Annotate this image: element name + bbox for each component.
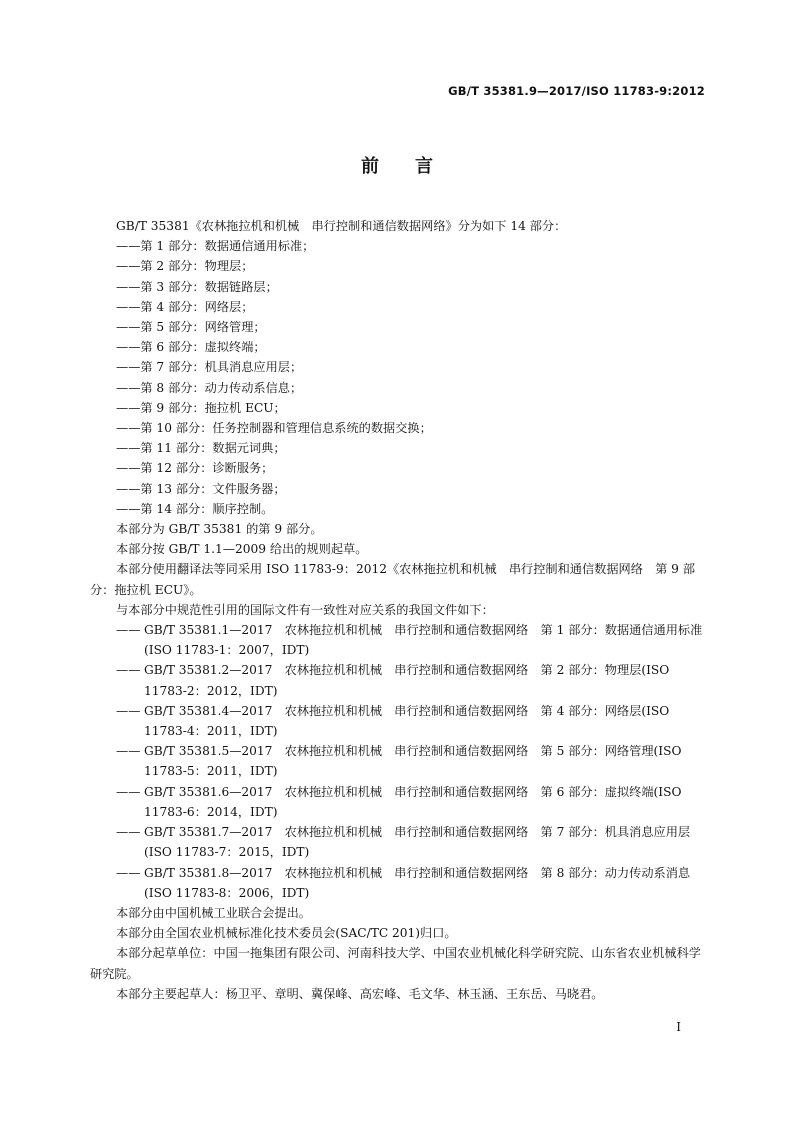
reference-list	[90, 620, 706, 903]
list-item: ——第 9 部分：拖拉机 ECU；	[116, 400, 286, 415]
list-item: ——第 13 部分：文件服务器；	[116, 481, 286, 496]
list-item: ——第 2 部分：物理层；	[116, 259, 254, 274]
intro-paragraph: GB/T 35381《农林拖拉机和机械 串行控制和通信数据网络》分为如下 14 部分：	[116, 219, 567, 233]
reference-text: GB/T 35381.1—2017 农林拖拉机和机械 串行控制和通信数据网络 第 1 部分：数据通信通用标准(ISO 11783-1：2007，IDT)	[144, 623, 703, 658]
reference-text: GB/T 35381.6—2017 农林拖拉机和机械 串行控制和通信数据网络 第 6 部分：虚拟终端(ISO 11783-6：2014，IDT)	[144, 784, 682, 819]
reference-item	[90, 782, 706, 822]
reference-item	[90, 863, 706, 903]
list-item: ——第 3 部分：数据链路层；	[116, 279, 278, 294]
reference-text: GB/T 35381.5—2017 农林拖拉机和机械 串行控制和通信数据网络 第 5 部分：网络管理(ISO 11783-5：2011，IDT)	[144, 744, 682, 779]
list-item: ——第 1 部分：数据通信通用标准；	[116, 239, 315, 254]
list-item: ——第 6 部分：虚拟终端；	[116, 340, 266, 355]
drafting-rules-statement: 本部分按 GB/T 1.1—2009 给出的规则起草。	[116, 542, 368, 557]
reference-text: GB/T 35381.4—2017 农林拖拉机和机械 串行控制和通信数据网络 第 4 部分：网络层(ISO 11783-4：2011，IDT)	[144, 703, 670, 739]
list-item: ——第 5 部分：网络管理；	[116, 320, 266, 335]
translation-statement: 本部分使用翻译法等同采用 ISO 11783-9：2012《农林拖拉机和机械 串行控制和通信数据网络 第 9 部分：拖拉机 ECU》。	[90, 562, 696, 597]
dash-marker: ——	[116, 865, 141, 880]
dash-marker: ——	[116, 703, 141, 718]
dash-marker: ——	[116, 663, 141, 678]
list-item: ——第 4 部分：网络层；	[116, 299, 254, 314]
reference-item	[90, 741, 706, 781]
reference-item	[90, 660, 706, 700]
reference-item	[90, 620, 706, 660]
standard-code: GB/T 35381.9—2017/ISO 11783-9:2012	[448, 84, 705, 98]
reference-item	[90, 701, 706, 741]
list-item: ——第 12 部分：诊断服务；	[116, 461, 274, 476]
reference-text: GB/T 35381.7—2017 农林拖拉机和机械 串行控制和通信数据网络 第 7 部分：机具消息应用层(ISO 11783-7：2015，IDT)	[144, 825, 691, 860]
drafters-statement: 本部分主要起草人：杨卫平、章明、冀保峰、高宏峰、毛文华、林玉涵、王东岳、马晓君。	[116, 986, 604, 1001]
part-of-statement: 本部分为 GB/T 35381 的第 9 部分。	[116, 522, 323, 537]
centralized-by-statement: 本部分由全国农业机械标准化技术委员会(SAC/TC 201)归口。	[116, 926, 457, 941]
list-item: ——第 8 部分：动力传动系信息；	[116, 380, 303, 395]
reference-item	[90, 822, 706, 862]
part-list	[90, 236, 706, 519]
reference-text: GB/T 35381.8—2017 农林拖拉机和机械 串行控制和通信数据网络 第 8 部分：动力传动系消息(ISO 11783-8：2006，IDT)	[144, 865, 691, 900]
list-item: ——第 14 部分：顺序控制。	[116, 501, 274, 516]
proposed-by-statement: 本部分由中国机械工业联合会提出。	[116, 905, 311, 920]
list-item: ——第 7 部分：机具消息应用层；	[116, 360, 303, 375]
page-title: 前言	[361, 156, 469, 177]
reference-text: GB/T 35381.2—2017 农林拖拉机和机械 串行控制和通信数据网络 第 2 部分：物理层(ISO 11783-2：2012，IDT)	[144, 663, 670, 698]
dash-marker: ——	[116, 784, 141, 799]
correspondence-intro: 与本部分中规范性引用的国际文件有一致性对应关系的我国文件如下：	[116, 602, 494, 617]
page-number: I	[676, 1020, 681, 1034]
foreword-body	[90, 216, 706, 1004]
dash-marker: ——	[116, 744, 141, 759]
list-item: ——第 10 部分：任务控制器和管理信息系统的数据交换；	[116, 421, 432, 436]
dash-marker: ——	[116, 825, 141, 840]
list-item: ——第 11 部分：数据元词典；	[116, 441, 286, 456]
dash-marker: ——	[116, 623, 141, 638]
drafting-units-statement: 本部分起草单位：中国一拖集团有限公司、河南科技大学、中国农业机械化科学研究院、山东省农业机械科学研究院。	[90, 946, 701, 981]
